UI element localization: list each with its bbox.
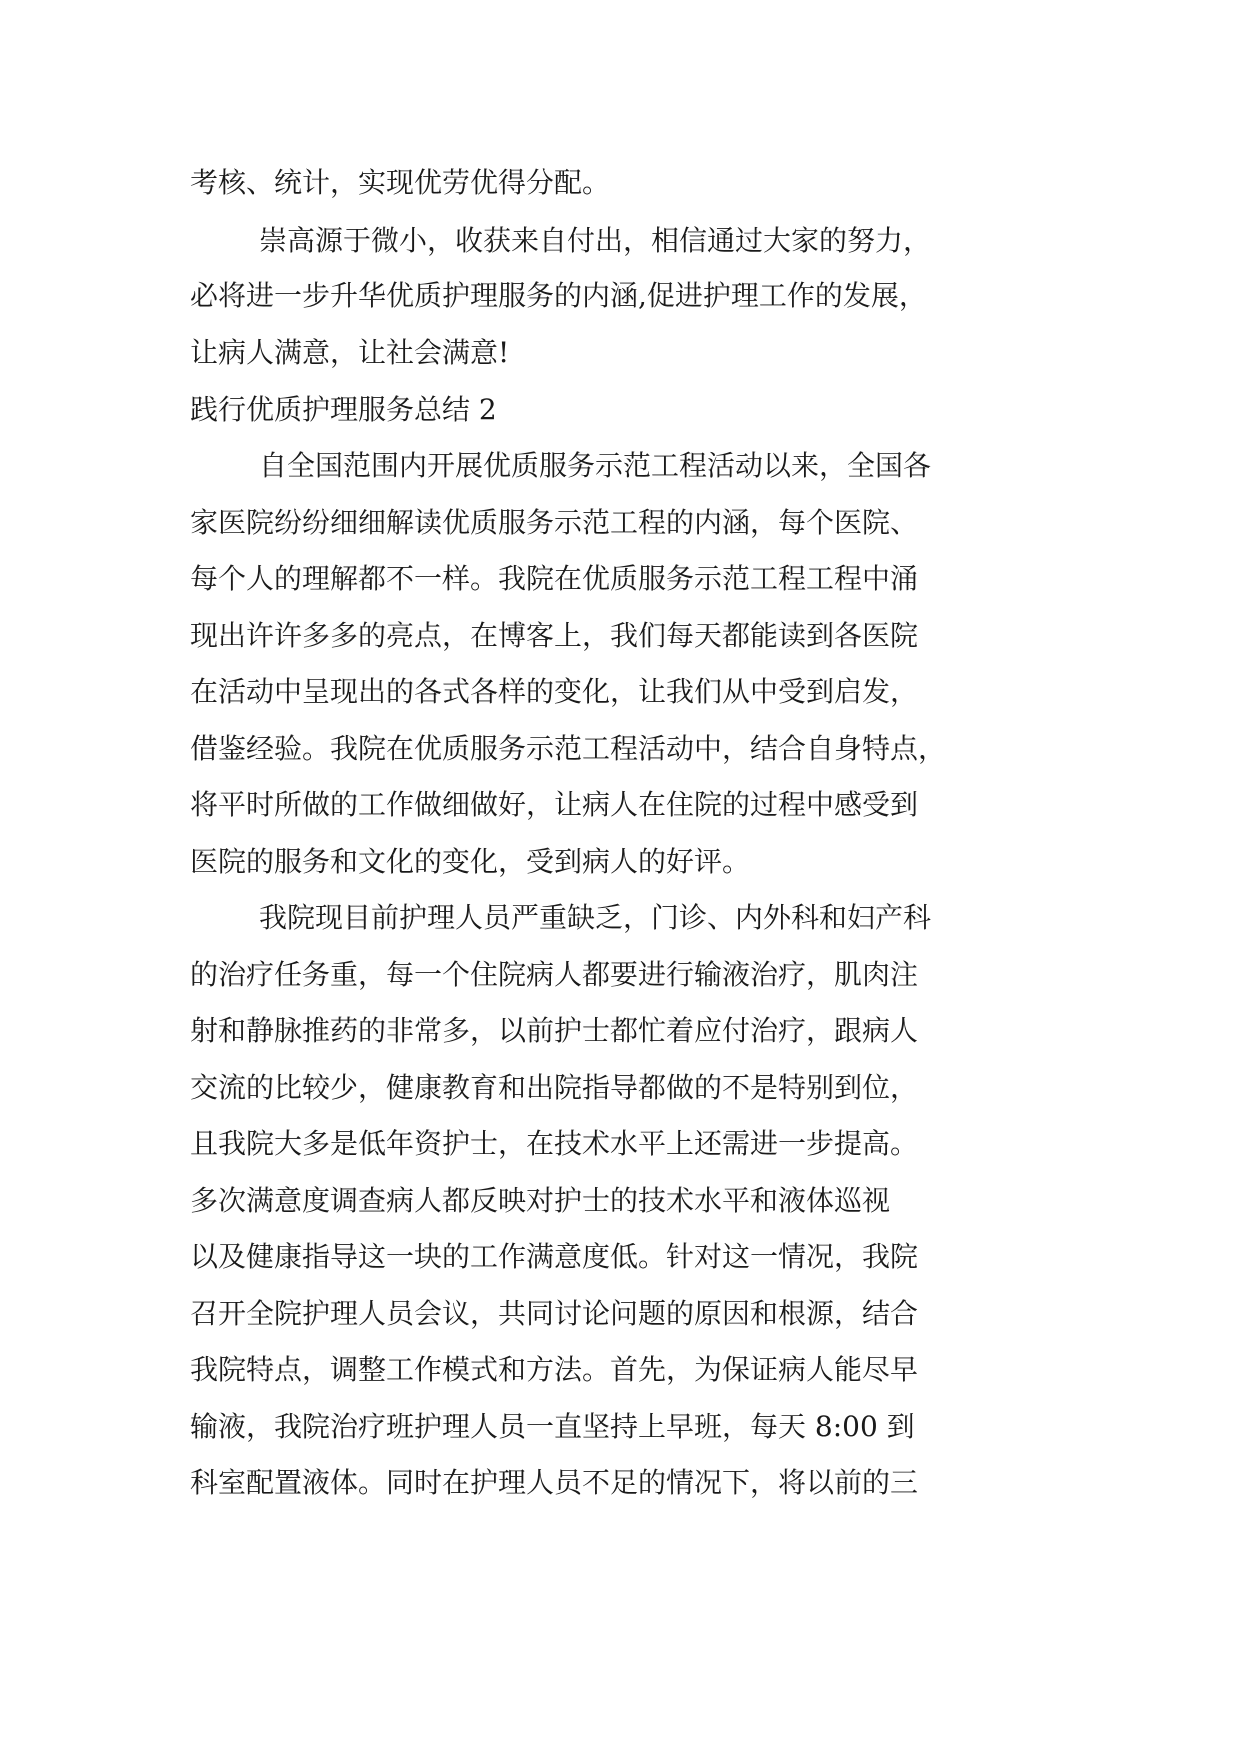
text-line: 考核、统计，实现优劳优得分配。 (190, 166, 611, 199)
text-line: 每个人的理解都不一样。我院在优质服务示范工程工程中涌 (190, 562, 919, 595)
section-heading: 践行优质护理服务总结 2 (190, 393, 497, 426)
text-line: 必将进一步升华优质护理服务的内涵,促进护理工作的发展， (190, 279, 927, 312)
text-line: 射和静脉推药的非常多，以前护士都忙着应付治疗，跟病人 (190, 1014, 919, 1047)
text-line: 的治疗任务重，每一个住院病人都要进行输液治疗，肌肉注 (190, 958, 919, 991)
text-line: 在活动中呈现出的各式各样的变化，让我们从中受到启发， (190, 675, 919, 708)
text-line: 将平时所做的工作做细做好，让病人在住院的过程中感受到 (190, 788, 919, 821)
text-line: 多次满意度调查病人都反映对护士的技术水平和液体巡视 (190, 1184, 891, 1217)
text-line: 家医院纷纷细细解读优质服务示范工程的内涵，每个医院、 (190, 506, 919, 539)
text-line: 以及健康指导这一块的工作满意度低。针对这一情况，我院 (190, 1240, 919, 1273)
paragraph-first-line: 自全国范围内开展优质服务示范工程活动以来，全国各 (259, 449, 932, 482)
text-line: 现出许许多多的亮点，在博客上，我们每天都能读到各医院 (190, 619, 919, 652)
text-line: 科室配置液体。同时在护理人员不足的情况下，将以前的三 (190, 1466, 919, 1499)
text-line: 交流的比较少，健康教育和出院指导都做的不是特别到位， (190, 1071, 919, 1104)
text-line: 召开全院护理人员会议，共同讨论问题的原因和根源，结合 (190, 1297, 919, 1330)
paragraph-first-line: 崇高源于微小，收获来自付出，相信通过大家的努力， (259, 224, 932, 257)
text-line: 借鉴经验。我院在优质服务示范工程活动中，结合自身特点， (190, 732, 947, 765)
text-line: 我院特点，调整工作模式和方法。首先，为保证病人能尽早 (190, 1353, 919, 1386)
text-line: 输液，我院治疗班护理人员一直坚持上早班，每天 8:00 到 (190, 1410, 915, 1443)
text-line: 让病人满意，让社会满意! (190, 336, 510, 369)
text-line: 且我院大多是低年资护士，在技术水平上还需进一步提高。 (190, 1127, 919, 1160)
paragraph-first-line: 我院现目前护理人员严重缺乏，门诊、内外科和妇产科 (259, 901, 932, 934)
text-line: 医院的服务和文化的变化，受到病人的好评。 (190, 845, 751, 878)
